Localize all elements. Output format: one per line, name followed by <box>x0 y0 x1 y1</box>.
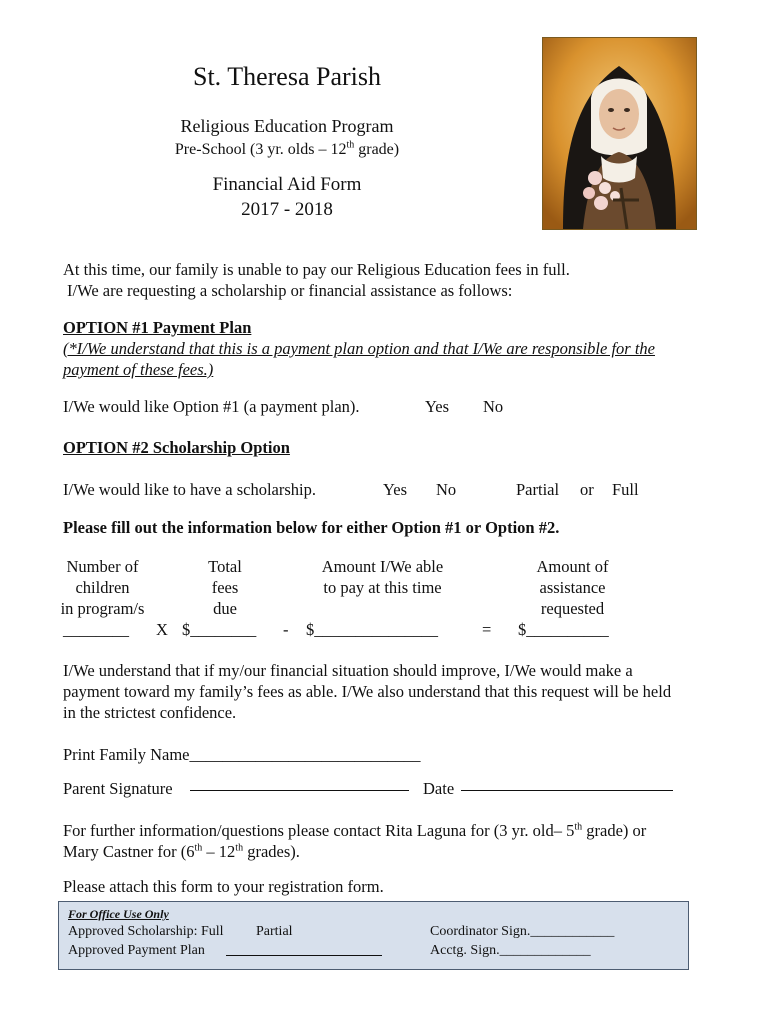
saint-portrait <box>542 37 697 230</box>
option2-yes[interactable]: Yes <box>383 480 408 499</box>
intro-line-1: At this time, our family is unable to pay our Religious Education fees in full. <box>63 260 570 279</box>
approved-scholarship-label: Approved Scholarship: Full <box>68 924 224 939</box>
fill-instructions: Please fill out the information below for either Option #1 or Option #2. <box>63 518 560 537</box>
col-amount-able-line-2: to pay at this time <box>323 578 442 597</box>
option2-partial[interactable]: Partial <box>516 480 560 499</box>
understand-line-1: I/We understand that if my/our financial situation should improve, I/We would make a <box>63 661 633 680</box>
option2-question: I/We would like to have a scholarship. <box>63 480 316 499</box>
col-fees-header <box>190 556 260 619</box>
times-sign: X <box>156 620 168 639</box>
parish-title: St. Theresa Parish <box>193 62 381 91</box>
col-assistance-line-1: Amount of <box>536 557 609 576</box>
intro-line-2: I/We are requesting a scholarship or financial assistance as follows: <box>67 281 513 300</box>
saint-portrait-image <box>543 38 696 229</box>
option1-note-line-2: payment of these fees.) <box>63 360 214 379</box>
parent-signature-label: Parent Signature <box>63 779 173 798</box>
minus-sign: - <box>283 620 289 639</box>
col-fees-line-2: fees <box>211 578 239 597</box>
date-label: Date <box>423 779 455 798</box>
option1-question: I/We would like Option #1 (a payment plan). <box>63 397 360 416</box>
understand-line-3: in the strictest confidence. <box>63 703 237 722</box>
date-line[interactable] <box>461 790 673 791</box>
col-fees-line-3: due <box>213 599 237 618</box>
approved-payment-line[interactable] <box>226 955 382 956</box>
office-use-box <box>58 901 689 970</box>
option1-note-line-1: (*I/We understand that this is a payment plan option and that I/We are responsible for the <box>63 339 655 358</box>
program-title: Religious Education Program <box>180 116 394 136</box>
col-children-line-3: in program/s <box>60 599 145 618</box>
attach-note: Please attach this form to your registration form. <box>63 877 384 896</box>
assistance-requested-field[interactable]: $__________ <box>518 620 609 639</box>
col-amount-able-header <box>305 556 460 598</box>
office-heading: For Office Use Only <box>68 907 169 921</box>
option2-no[interactable]: No <box>436 480 457 499</box>
col-children-line-2: children <box>75 578 130 597</box>
amount-able-field[interactable]: $_______________ <box>306 620 438 639</box>
parent-signature-line[interactable] <box>190 790 409 791</box>
contact-line-1: For further information/questions please contact Rita Laguna for (3 yr. old– 5th grade) or <box>63 821 647 840</box>
col-assistance-line-2: assistance <box>539 578 606 597</box>
option2-or: or <box>580 480 594 499</box>
family-name-field[interactable]: Print Family Name____________________________ <box>63 745 421 764</box>
grade-range: Pre-School (3 yr. olds – 12th grade) <box>174 139 400 158</box>
col-children-line-1: Number of <box>66 557 139 576</box>
office-partial-label: Partial <box>256 924 293 939</box>
col-amount-able-line-1: Amount I/We able <box>321 557 444 576</box>
acctg-sign[interactable]: Acctg. Sign._____________ <box>430 943 591 958</box>
form-title: Financial Aid Form <box>212 174 362 195</box>
option1-yes[interactable]: Yes <box>425 397 450 416</box>
approved-payment-label: Approved Payment Plan <box>68 943 205 958</box>
option2-heading: OPTION #2 Scholarship Option <box>63 438 290 457</box>
total-fees-field[interactable]: $________ <box>182 620 257 639</box>
option1-heading: OPTION #1 Payment Plan <box>63 318 252 337</box>
contact-line-2: Mary Castner for (6th – 12th grades). <box>63 842 300 861</box>
equals-sign: = <box>482 620 492 639</box>
col-assistance-header <box>515 556 630 619</box>
coordinator-sign[interactable]: Coordinator Sign.____________ <box>430 924 615 939</box>
children-count-field[interactable]: ________ <box>63 620 129 639</box>
col-assistance-line-3: requested <box>540 599 605 618</box>
option2-full[interactable]: Full <box>612 480 639 499</box>
col-fees-line-1: Total <box>208 557 242 576</box>
school-year: 2017 - 2018 <box>241 199 333 220</box>
understand-line-2: payment toward my family’s fees as able. I/We also understand that this request will be held <box>63 682 672 701</box>
col-children-header <box>50 556 155 619</box>
option1-no[interactable]: No <box>483 397 504 416</box>
